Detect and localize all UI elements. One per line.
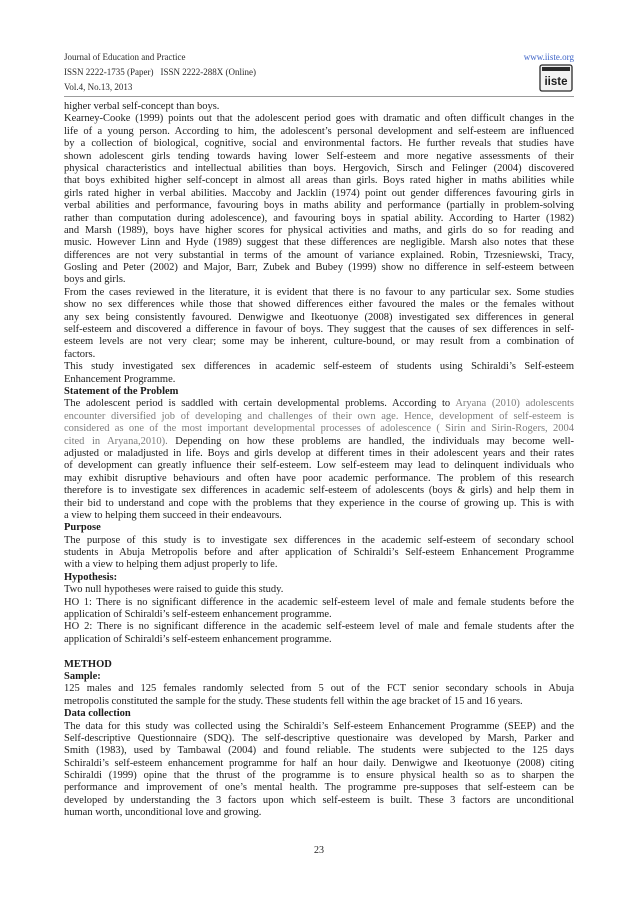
body-line: life of a young person. According to him, the adolescent’s personal development and self-esteem are influenced xyxy=(64,125,574,137)
body-line: 125 males and 125 females randomly selected from 5 out of the FCT senior secondary schools in Abuja xyxy=(64,683,574,695)
body-line: boys and girls. xyxy=(64,274,126,286)
body-line: The purpose of this study is to investigate sex differences in the academic self-esteem of secondary school xyxy=(64,534,574,546)
body-line: esteem levels are not very clear; some may be inherent, culture-bound, or may result from a combination of xyxy=(64,336,574,348)
literature-summary-paragraph xyxy=(64,287,574,361)
body-line: Enhancement Programme. xyxy=(64,373,176,385)
body-line: rather than computation during adolescence), and favouring boys in spatial ability. According to Harter (1982) xyxy=(64,212,574,224)
body-line: Schiraldi (1999) opine that the thrust of the programme is to ensure physical health so as to sharpen the xyxy=(64,770,574,782)
hypothesis-line: HO 2: There is no significant difference in the academic self-esteem level of male and female students after the xyxy=(64,621,574,633)
hypothesis-section xyxy=(64,572,574,646)
body-line: higher verbal self-concept than boys. xyxy=(64,101,220,112)
hypothesis-line: application of Schiraldi’s self-esteem enhancement programme. xyxy=(64,609,332,621)
body-line: self-esteem and discovered a difference in favour of boys. They suggest that the causes of sex differences in self- xyxy=(64,324,574,336)
iiste-logo xyxy=(539,64,573,92)
problem-section xyxy=(64,386,574,522)
body-line: Self-descriptive Questionnaire (SDQ). The self-descriptive questionaire was developed by Marsh, Parker and xyxy=(64,732,574,744)
body-line: by a collection of biological, cognitive, social and environmental factors. He further reveals that studies have xyxy=(64,138,574,150)
study-statement-paragraph xyxy=(64,361,574,386)
body-line: differences are not very substantial in terms of the amount of variance explained. Robin, Trzesniewski, Tracy, xyxy=(64,249,574,261)
body-line xyxy=(64,436,574,448)
method-section xyxy=(64,659,574,820)
journal-website-link[interactable]: www.iiste.org xyxy=(523,52,574,62)
body-line: verbal abilities and performance, favouring boys in maths ability and performance (partially in problem-solving xyxy=(64,200,574,212)
body-line: The data for this study was collected using the Schiraldi’s Self-esteem Enhancement Programme (SEEP) and the xyxy=(64,720,574,732)
body-line: students in Abuja Metropolis before and after application of Schiraldi’s Self-esteem Enhancement Programme xyxy=(64,547,574,559)
body-line xyxy=(64,398,574,410)
body-line-cited: considered as one of the most important developmental processes of adolescence ( Sirin and Sirin-Rogers, 2004 xyxy=(64,423,574,435)
body-line: Kearney-Cooke (1999) points out that the adolescent period goes with dramatic and often difficult changes in the xyxy=(64,113,574,125)
body-line: with a view to helping them adjust properly to life. xyxy=(64,559,278,571)
section-spacer xyxy=(64,646,574,658)
logo-bar xyxy=(542,67,570,71)
body-line: music. However Linn and Hyde (1989) suggest that these differences are negligible. Marsh also notes that these xyxy=(64,237,574,249)
issn-line xyxy=(64,67,256,78)
body-text: The adolescent period is saddled with certain developmental problems. According to xyxy=(64,398,451,410)
body-line: From the cases reviewed in the literature, it is evident that there is no favour to any particular sex. Some studies xyxy=(64,286,574,298)
subsection-heading: Sample: xyxy=(64,670,101,682)
section-heading: Hypothesis: xyxy=(64,571,118,583)
body-line: therefore is to investigate sex differences in academic self-esteem of adolescents (boys & girls) and help them in xyxy=(64,485,574,497)
body-line: their bid to understand and cope with the problems that they experience in the course of growing up. This is with xyxy=(64,497,574,509)
body-line-cited: encounter diversified job of developing and challenges of their own age. Hence, development of self-esteem is xyxy=(64,410,574,422)
body-line: factors. xyxy=(64,348,96,360)
subsection-heading: Data collection xyxy=(64,708,131,720)
hypothesis-line: HO 1: There is no significant difference in the academic self-esteem level of male and female students before the xyxy=(64,596,574,608)
section-heading: Statement of the Problem xyxy=(64,385,179,397)
body-line: Gosling and Peter (2002) and Major, Barr, Zubek and Bubey (1999) show no difference in self-esteem between xyxy=(64,262,574,274)
cited-text: cited in Aryana,2010). xyxy=(64,435,168,447)
issn-online: ISSN 2222-288X (Online) xyxy=(160,67,256,77)
issn-paper: ISSN 2222-1735 (Paper) xyxy=(64,67,154,77)
page-number: 23 xyxy=(314,845,324,856)
body-line: Smith (1983), used by Tambawal (2004) and found reliable. The students were subjected to the 125 days xyxy=(64,745,574,757)
body-line: shown adolescent girls tending towards having lower Self-esteem and more negative assessments of their xyxy=(64,150,574,162)
volume-issue: Vol.4, No.13, 2013 xyxy=(64,82,133,92)
gender-differences-paragraph xyxy=(64,113,574,286)
body-line: Schiraldi’s self-esteem enhancement programme for half an hour daily. Denwigwe and Ikeotuonye (2008) citing xyxy=(64,757,574,769)
body-line: may exhibit disruptive behaviours and often have poor academic performance. The problem of this research xyxy=(64,472,574,484)
section-heading: Purpose xyxy=(64,522,101,534)
logo-lettering: iiste xyxy=(544,76,568,88)
body-line: of development can greatly influence their self-esteem. Low self-esteem may lead to delinquent individuals who xyxy=(64,460,574,472)
body-line: Two null hypotheses were raised to guide this study. xyxy=(64,584,284,596)
body-line: metropolis constituted the sample for the study. These students fell within the age bracket of 15 and 16 years. xyxy=(64,695,523,707)
purpose-section xyxy=(64,522,574,572)
body-line: any sex being consistently favoured. Denwigwe and Ikeotuonye (2008) investigated sex differences in general xyxy=(64,311,574,323)
body-line: human worth, unconditional love and growing. xyxy=(64,807,262,819)
body-line: developed by understanding the 3 factors upon which self-esteem is built. These 3 factors are unconditional xyxy=(64,794,574,806)
body-line: physical characteristics and intellectual abilities than boys. Hergovich, Sirsch and Felinger (2004) discovered xyxy=(64,162,574,174)
article-body xyxy=(64,101,574,820)
body-line: show no sex differences while those that showed differences either favoured the males or the females without xyxy=(64,299,574,311)
body-line: a view to helping them succeed in their endeavours. xyxy=(64,509,282,521)
journal-title: Journal of Education and Practice xyxy=(64,52,186,62)
body-line: girls rated higher in verbal abilities. Maccoby and Jacklin (1974) point out gender differences favouring girls in xyxy=(64,187,574,199)
body-line: and Marsh (1989), boys have higher scores for physical activities and maths, and girls do so for reading and xyxy=(64,224,574,236)
body-line: This study investigated sex differences in academic self-esteem of students using Schiraldi’s Self-esteem xyxy=(64,361,574,373)
cited-text: Aryana (2010) adolescents xyxy=(455,398,575,410)
hypothesis-line: application of Schiraldi’s self-esteem enhancement programme. xyxy=(64,633,332,645)
body-line: adjusted or maladjusted in life. Boys and girls develop at different times in their adolescent years and their rates xyxy=(64,447,574,459)
section-heading: METHOD xyxy=(64,658,112,670)
body-text: Depending on how these problems are handled, the individuals may become well- xyxy=(175,435,575,447)
header-divider xyxy=(64,96,574,97)
body-line: performance and improvement of one’s mental health. The programme pre-supposes that self-esteem can be xyxy=(64,782,574,794)
body-line: that boys exhibited higher self-concept in almost all areas than girls. Boys rated higher in maths abilities while xyxy=(64,175,574,187)
